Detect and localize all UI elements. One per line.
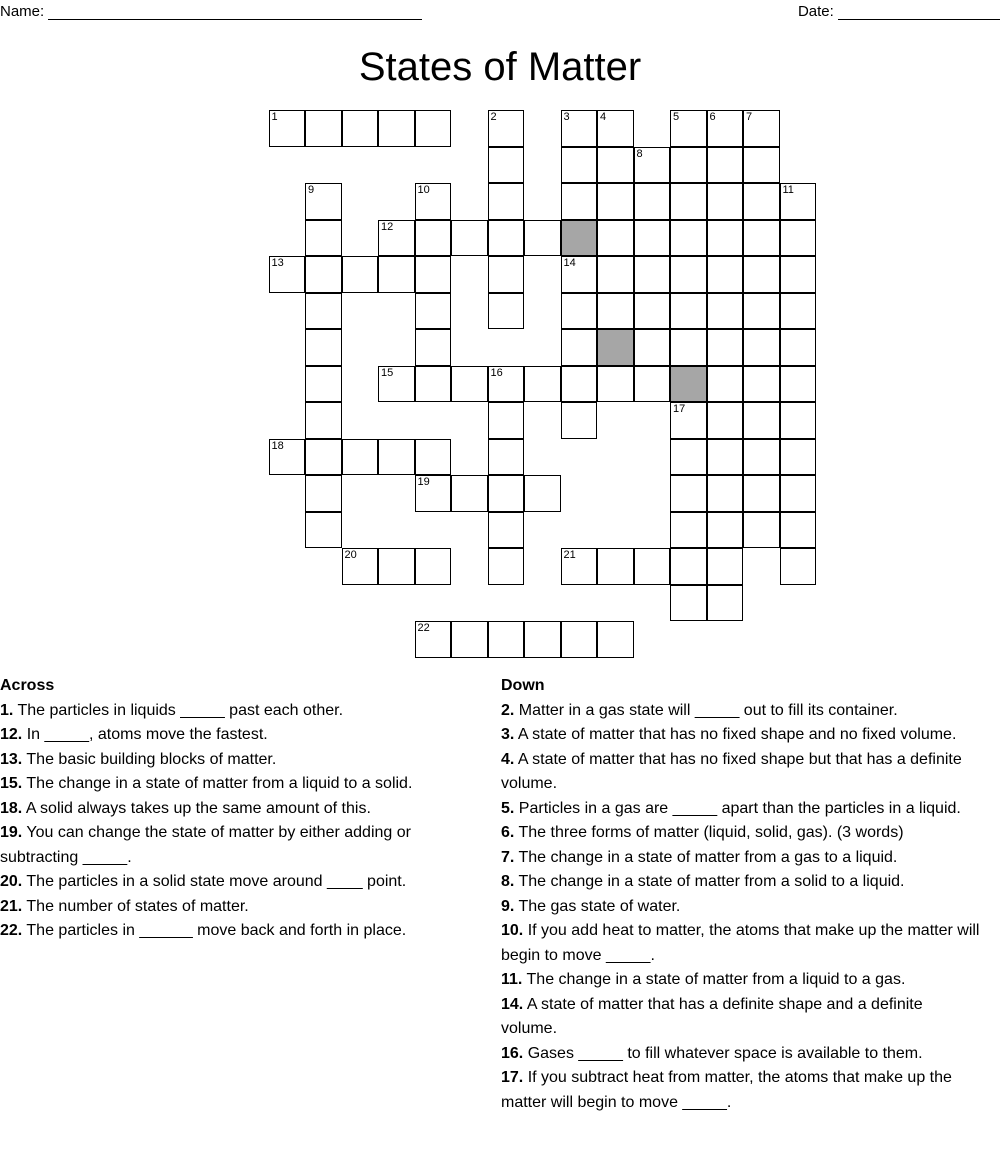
grid-cell[interactable] <box>415 110 452 147</box>
grid-cell[interactable] <box>743 512 780 549</box>
grid-cell[interactable] <box>488 512 525 549</box>
clue-text: A solid always takes up the same amount of this. <box>22 799 371 817</box>
down-clue <box>501 993 981 1042</box>
clue-number: 21 <box>563 549 576 561</box>
grid-cell[interactable] <box>305 366 342 403</box>
grid-cell[interactable] <box>707 512 744 549</box>
clue-number-label: 21. <box>0 897 23 915</box>
grid-cell[interactable] <box>780 329 817 366</box>
grid-cell[interactable] <box>707 475 744 512</box>
down-heading: Down <box>501 677 545 694</box>
grid-cell[interactable] <box>707 183 744 220</box>
grid-cell[interactable] <box>597 366 634 403</box>
clue-text: The basic building blocks of matter. <box>22 750 277 768</box>
grid-cell[interactable] <box>780 183 817 220</box>
grid-cell[interactable] <box>488 256 525 293</box>
clue-number-label: 10. <box>501 922 524 939</box>
grid-cell[interactable] <box>269 256 306 293</box>
clue-text: The change in a state of matter from a solid to a liquid. <box>514 873 905 890</box>
clue-number-label: 1. <box>0 701 14 719</box>
grid-cell[interactable] <box>488 475 525 512</box>
clue-text: The number of states of matter. <box>22 897 249 915</box>
clue-number-label: 17. <box>501 1069 524 1086</box>
grid-cell[interactable] <box>524 475 561 512</box>
grid-cell[interactable] <box>269 110 306 147</box>
clue-number-label: 6. <box>501 824 515 841</box>
grid-cell[interactable] <box>488 293 525 330</box>
clue-number: 4 <box>600 111 607 123</box>
grid-cell[interactable] <box>305 256 342 293</box>
across-clue <box>0 870 480 895</box>
down-clue <box>501 895 981 920</box>
clue-number: 6 <box>709 111 716 123</box>
clue-number: 11 <box>782 184 794 196</box>
grid-cell[interactable] <box>415 293 452 330</box>
grid-cell[interactable] <box>780 293 817 330</box>
clue-text: In _____, atoms move the fastest. <box>22 726 268 743</box>
grid-cell[interactable] <box>524 220 561 257</box>
grid-cell[interactable] <box>707 293 744 330</box>
grid-cell[interactable] <box>707 439 744 476</box>
clue-number: 8 <box>636 147 643 160</box>
clue-number: 22 <box>417 622 430 634</box>
grid-cell[interactable] <box>524 621 561 658</box>
grid-cell[interactable] <box>597 548 634 585</box>
grid-cell[interactable] <box>743 183 780 220</box>
grid-cell[interactable] <box>342 439 379 476</box>
grid-cell[interactable] <box>634 548 671 585</box>
across-clue <box>0 895 480 920</box>
clue-number: 15 <box>381 366 394 379</box>
clue-text: A state of matter that has no fixed shape and no fixed volume. <box>514 726 957 743</box>
across-clue <box>0 772 480 797</box>
grid-cell[interactable] <box>378 256 415 293</box>
down-clue <box>501 797 981 822</box>
grid-cell[interactable] <box>561 366 598 403</box>
clue-number-label: 4. <box>501 750 515 768</box>
grid-cell[interactable] <box>597 147 634 184</box>
grid-cell[interactable] <box>561 329 598 366</box>
grid-cell[interactable] <box>378 220 415 257</box>
grid-cell[interactable] <box>707 147 744 184</box>
clue-number-label: 9. <box>501 897 515 915</box>
grid-cell[interactable] <box>743 220 780 257</box>
clue-number-label: 18. <box>0 799 23 817</box>
clue-number: 18 <box>271 439 284 452</box>
grid-cell[interactable] <box>561 548 598 585</box>
grid-cell[interactable] <box>670 585 707 622</box>
grid-cell[interactable] <box>305 183 342 220</box>
grid-cell-shaded <box>670 366 707 403</box>
grid-cell[interactable] <box>670 439 707 476</box>
clue-number-label: 15. <box>0 775 23 792</box>
grid-cell[interactable] <box>707 548 744 585</box>
grid-cell[interactable] <box>707 402 744 439</box>
grid-cell[interactable] <box>707 220 744 257</box>
grid-cell[interactable] <box>670 147 707 184</box>
grid-cell[interactable] <box>780 475 817 512</box>
grid-cell[interactable] <box>415 183 452 220</box>
grid-cell[interactable] <box>780 366 817 403</box>
grid-cell[interactable] <box>634 183 671 220</box>
down-clues <box>501 674 981 1115</box>
grid-cell[interactable] <box>415 256 452 293</box>
grid-cell[interactable] <box>415 329 452 366</box>
grid-cell[interactable] <box>415 366 452 403</box>
clue-number-label: 16. <box>501 1044 524 1062</box>
down-clue <box>501 1066 981 1115</box>
grid-cell[interactable] <box>670 329 707 366</box>
grid-cell[interactable] <box>415 439 452 476</box>
grid-cell[interactable] <box>488 439 525 476</box>
clue-text: The gas state of water. <box>514 897 681 915</box>
clue-text: If you add heat to matter, the atoms that make up the matter will begin to move _____. <box>501 922 980 964</box>
down-clue <box>501 748 981 797</box>
grid-cell[interactable] <box>670 475 707 512</box>
grid-cell[interactable] <box>634 147 671 184</box>
clue-text: The three forms of matter (liquid, solid, gas). (3 words) <box>514 824 904 841</box>
grid-cell[interactable] <box>634 329 671 366</box>
grid-cell[interactable] <box>670 256 707 293</box>
clue-number: 13 <box>271 257 284 269</box>
grid-cell[interactable] <box>743 110 780 147</box>
down-clue <box>501 699 981 724</box>
clue-text: If you subtract heat from matter, the atoms that make up the matter will begin to move _____. <box>501 1069 952 1111</box>
grid-cell[interactable] <box>743 293 780 330</box>
down-clue <box>501 919 981 968</box>
grid-cell[interactable] <box>305 293 342 330</box>
clue-text: Matter in a gas state will _____ out to fill its container. <box>514 701 898 719</box>
clue-text: The change in a state of matter from a liquid to a solid. <box>22 775 413 792</box>
grid-cell[interactable] <box>670 548 707 585</box>
grid-cell[interactable] <box>707 329 744 366</box>
grid-cell[interactable] <box>707 585 744 622</box>
grid-cell[interactable] <box>451 621 488 658</box>
clue-text: The change in a state of matter from a gas to a liquid. <box>514 848 898 866</box>
clue-number-label: 14. <box>501 995 524 1013</box>
clue-number-label: 12. <box>0 726 23 743</box>
grid-cell[interactable] <box>670 110 707 147</box>
grid-cell[interactable] <box>524 366 561 403</box>
clue-text: You can change the state of matter by either adding or subtracting _____. <box>0 824 411 866</box>
clue-text: A state of matter that has no fixed shape but that has a definite volume. <box>501 750 962 792</box>
grid-cell[interactable] <box>597 293 634 330</box>
grid-cell[interactable] <box>707 366 744 403</box>
clue-number: 17 <box>673 403 686 415</box>
grid-cell[interactable] <box>415 621 452 658</box>
page-title: States of Matter <box>358 45 642 89</box>
down-clue <box>501 723 981 748</box>
down-clue <box>501 846 981 871</box>
clue-number-label: 20. <box>0 873 23 890</box>
grid-cell[interactable] <box>597 256 634 293</box>
grid-cell[interactable] <box>561 183 598 220</box>
grid-cell[interactable] <box>597 621 634 658</box>
grid-cell[interactable] <box>415 220 452 257</box>
clue-number-label: 8. <box>501 873 515 890</box>
grid-cell[interactable] <box>561 402 598 439</box>
grid-cell[interactable] <box>488 548 525 585</box>
grid-cell[interactable] <box>488 220 525 257</box>
down-clue <box>501 1042 981 1067</box>
clue-number: 19 <box>417 476 430 488</box>
grid-cell[interactable] <box>488 183 525 220</box>
grid-cell[interactable] <box>743 366 780 403</box>
clue-number-label: 2. <box>501 701 515 719</box>
grid-cell[interactable] <box>305 439 342 476</box>
grid-cell[interactable] <box>378 366 415 403</box>
grid-cell[interactable] <box>670 402 707 439</box>
across-clues <box>0 674 480 944</box>
across-clue <box>0 748 480 773</box>
clue-number: 9 <box>308 184 315 196</box>
grid-cell[interactable] <box>378 110 415 147</box>
grid-cell[interactable] <box>780 512 817 549</box>
clue-number-label: 13. <box>0 750 23 768</box>
clue-text: Particles in a gas are _____ apart than the particles in a liquid. <box>514 799 961 817</box>
grid-cell[interactable] <box>670 512 707 549</box>
grid-cell[interactable] <box>561 147 598 184</box>
grid-cell[interactable] <box>488 366 525 403</box>
grid-cell[interactable] <box>634 220 671 257</box>
clue-text: The change in a state of matter from a liquid to a gas. <box>522 971 906 988</box>
grid-cell[interactable] <box>378 548 415 585</box>
clue-text: A state of matter that has a definite shape and a definite volume. <box>501 995 923 1037</box>
clue-number-label: 5. <box>501 799 515 817</box>
grid-cell[interactable] <box>305 475 342 512</box>
grid-cell[interactable] <box>342 256 379 293</box>
grid-cell[interactable] <box>597 183 634 220</box>
clue-number: 5 <box>673 111 680 123</box>
across-clue <box>0 797 480 822</box>
grid-cell[interactable] <box>670 220 707 257</box>
clue-number-label: 3. <box>501 726 515 743</box>
down-clue <box>501 968 981 993</box>
clue-number: 16 <box>490 366 503 379</box>
clue-text: Gases _____ to fill whatever space is available to them. <box>523 1044 923 1062</box>
clue-number: 12 <box>381 220 394 233</box>
grid-cell[interactable] <box>451 366 488 403</box>
grid-cell[interactable] <box>488 147 525 184</box>
grid-cell[interactable] <box>743 439 780 476</box>
grid-cell[interactable] <box>780 439 817 476</box>
grid-cell[interactable] <box>305 402 342 439</box>
grid-cell[interactable] <box>561 256 598 293</box>
clue-text: The particles in a solid state move around ____ point. <box>22 873 407 890</box>
grid-cell[interactable] <box>305 110 342 147</box>
across-clue <box>0 919 480 944</box>
grid-cell[interactable] <box>488 110 525 147</box>
across-clue <box>0 699 480 724</box>
grid-cell[interactable] <box>743 475 780 512</box>
grid-cell[interactable] <box>561 293 598 330</box>
grid-cell[interactable] <box>634 366 671 403</box>
grid-cell-shaded <box>561 220 598 257</box>
grid-cell[interactable] <box>597 220 634 257</box>
grid-cell[interactable] <box>415 475 452 512</box>
clue-number: 14 <box>563 257 576 269</box>
clue-number-label: 11. <box>501 971 523 988</box>
clue-number: 2 <box>490 111 497 123</box>
clue-number: 20 <box>344 549 357 561</box>
grid-cell[interactable] <box>707 256 744 293</box>
grid-cell[interactable] <box>415 548 452 585</box>
grid-cell[interactable] <box>488 621 525 658</box>
grid-cell[interactable] <box>342 548 379 585</box>
grid-cell[interactable] <box>707 110 744 147</box>
grid-cell[interactable] <box>780 548 817 585</box>
grid-cell[interactable] <box>269 439 306 476</box>
grid-cell[interactable] <box>743 256 780 293</box>
grid-cell[interactable] <box>342 110 379 147</box>
clue-number: 3 <box>563 111 570 123</box>
grid-cell[interactable] <box>743 329 780 366</box>
grid-cell[interactable] <box>670 293 707 330</box>
grid-cell[interactable] <box>451 220 488 257</box>
across-clue <box>0 821 480 870</box>
grid-cell-shaded <box>597 329 634 366</box>
grid-cell[interactable] <box>305 512 342 549</box>
grid-cell[interactable] <box>743 147 780 184</box>
grid-cell[interactable] <box>378 439 415 476</box>
grid-cell[interactable] <box>488 402 525 439</box>
grid-cell[interactable] <box>561 110 598 147</box>
clue-number: 7 <box>746 111 753 123</box>
clue-number-label: 7. <box>501 848 515 866</box>
grid-cell[interactable] <box>305 220 342 257</box>
grid-cell[interactable] <box>634 256 671 293</box>
clue-number: 10 <box>417 184 430 196</box>
grid-cell[interactable] <box>561 621 598 658</box>
across-clue <box>0 723 480 748</box>
grid-cell[interactable] <box>780 402 817 439</box>
down-clue <box>501 821 981 846</box>
grid-cell[interactable] <box>743 402 780 439</box>
grid-cell[interactable] <box>451 475 488 512</box>
name-label: Name: <box>0 3 45 20</box>
clue-number: 1 <box>271 111 278 123</box>
across-heading: Across <box>0 677 55 694</box>
clue-text: The particles in liquids _____ past each other. <box>13 701 344 719</box>
grid-cell[interactable] <box>780 220 817 257</box>
down-clue <box>501 870 981 895</box>
clue-text: The particles in ______ move back and forth in place. <box>22 922 407 939</box>
grid-cell[interactable] <box>597 110 634 147</box>
date-label: Date: <box>797 3 834 20</box>
grid-cell[interactable] <box>305 329 342 366</box>
clue-number-label: 22. <box>0 922 23 939</box>
grid-cell[interactable] <box>670 183 707 220</box>
clue-number-label: 19. <box>0 824 23 841</box>
grid-cell[interactable] <box>780 256 817 293</box>
grid-cell[interactable] <box>634 293 671 330</box>
